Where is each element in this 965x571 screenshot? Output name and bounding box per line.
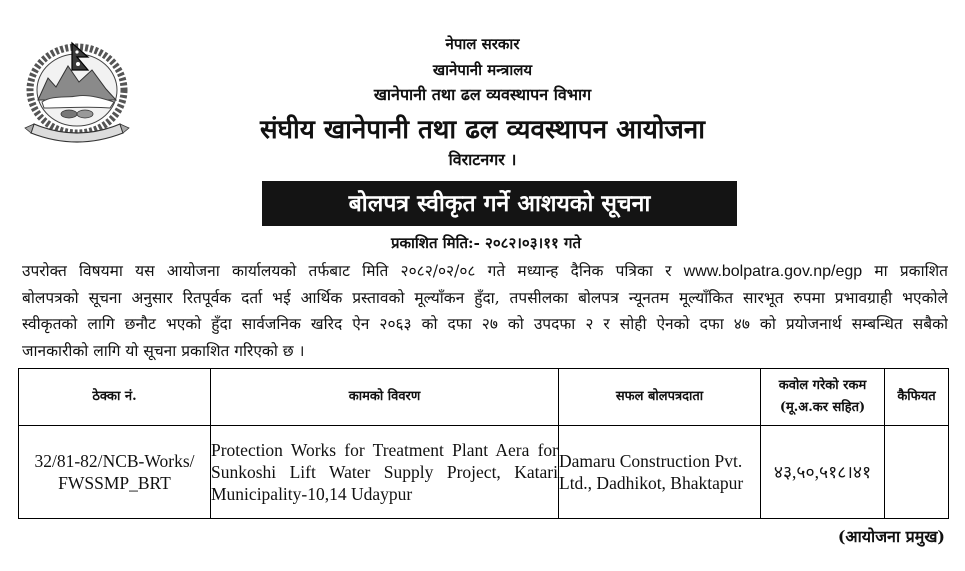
header-work-description (211, 369, 559, 426)
notice-title: बोलपत्र स्वीकृत गर्ने आशयको सूचना (348, 190, 651, 217)
cell-successful-bidder: Damaru Construction Pvt. Ltd., Dadhikot, Bhaktapur (559, 426, 761, 519)
header-label: कवोल गरेको रकम (778, 378, 867, 393)
body-text-segment: मा प्रकाशित (874, 262, 948, 280)
header-ministry: खानेपानी मन्त्रालय (432, 61, 533, 79)
signatory-designation: (आयोजना प्रमुख) (837, 527, 945, 546)
notice-body-line: जानकारीको लागि यो सूचना प्रकाशित गरिएको छ । (22, 341, 305, 360)
table-header-row (19, 369, 949, 426)
header-government: नेपाल सरकार (445, 35, 520, 53)
bolpatra-url: www.bolpatra.gov.np/egp (683, 263, 863, 280)
header-label: सफल बोलपत्रदाता (615, 389, 704, 404)
header-bid-amount-note: (मू.अ.कर सहित) (779, 400, 866, 415)
header-department: खानेपानी तथा ढल व्यवस्थापन विभाग (373, 85, 592, 104)
header-contract-no (19, 369, 211, 426)
cell-work-description: Protection Works for Treatment Plant Aera for Sunkoshi Lift Water Supply Project, Katari Municipality-10,14 Udaypur (211, 426, 559, 519)
header-successful-bidder (559, 369, 761, 426)
header-bid-amount (761, 369, 885, 426)
notice-body-line: बोलपत्रको सूचना अनुसार रितपूर्वक दर्ता भई आर्थिक प्रस्तावको मूल्याँकन हुँदा, तपसीलका बोलपत्र न्यूनतम मूल्याँकित सारभूत रुपमा प्रभावग्राही भएकोले (22, 288, 948, 307)
project-location: विराटनगर । (448, 150, 517, 169)
notice-body (22, 258, 948, 364)
published-date: प्रकाशित मिति:- २०८२।०३।११ गते (390, 234, 582, 252)
notice-body-line (22, 258, 948, 285)
cell-contract-no: 32/81-82/NCB-Works/FWSSMP_BRT (19, 426, 211, 519)
body-text-segment: उपरोक्त विषयमा यस आयोजना कार्यालयको तर्फबाट मिति २०८२/०२/०८ गते मध्यान्ह दैनिक पत्रिका र (22, 262, 672, 280)
cell-bid-amount: ४३,५०,५१८।४१ (761, 426, 885, 519)
cell-remarks (885, 426, 949, 519)
header-label: ठेक्का नं. (92, 389, 137, 404)
award-table (18, 368, 949, 519)
project-title: संघीय खानेपानी तथा ढल व्यवस्थापन आयोजना (260, 115, 705, 145)
header-label: कैफियत (897, 389, 936, 404)
notice-title-bar (262, 181, 737, 226)
notice-body-line: स्वीकृतको लागि छनौट भएको हुँदा सार्वजनिक खरिद ऐन २०६३ को दफा २७ को उपदफा २ र सोही ऐनको दफा ४७ को प्रयोजनार्थ सम्बन्धित सबैको (22, 315, 948, 333)
header-label: कामको विवरण (348, 389, 421, 404)
table-row (19, 426, 949, 519)
header-remarks (885, 369, 949, 426)
